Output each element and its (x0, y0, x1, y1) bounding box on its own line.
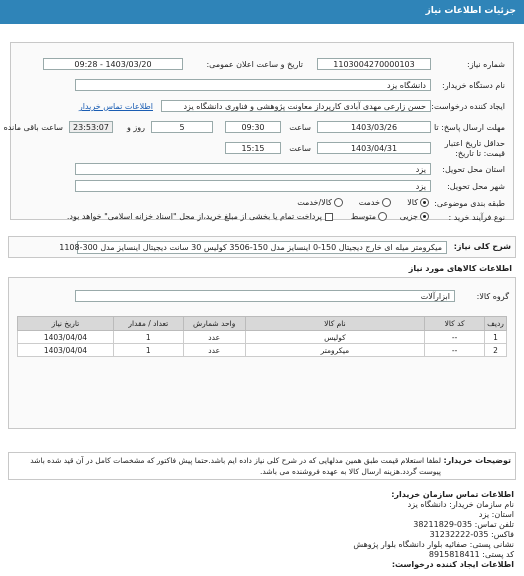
buyer-contact-link[interactable]: اطلاعات تماس خریدار (78, 102, 153, 111)
creator-contact-title: اطلاعات ایجاد کننده درخواست: (391, 560, 514, 569)
purchase-option-minor[interactable]: جزیی (400, 212, 429, 221)
row-date: 1403/04/04 (18, 344, 114, 357)
column-header: تاریخ نیاز (18, 317, 114, 331)
buyer-name-label: نام دستگاه خریدار: (442, 81, 505, 90)
row-qty: 1 (113, 344, 183, 357)
deadline-label: مهلت ارسال پاسخ: تا (433, 123, 505, 132)
treasury-checkbox[interactable]: پرداخت تمام یا بخشی از مبلغ خرید،از محل "اسناد خزانه اسلامی" خواهد بود. (67, 212, 333, 221)
category-option-service[interactable]: خدمت (359, 198, 391, 207)
radio-icon (378, 212, 387, 221)
table-header-row (18, 317, 507, 331)
need-number-label: شماره نیاز: (467, 60, 505, 69)
description-label: شرح کلی نیاز: (453, 242, 511, 251)
column-header: نام کالا (245, 317, 425, 331)
description-field: میکرومتر میله ای خارج دیجیتال 150-0 اینسایز مدل 150-3506 کولیس 30 سانت دیجیتال اینسایز مدل 300-1108 (77, 241, 447, 254)
column-header: تعداد / مقدار (113, 317, 183, 331)
validity-label-2: قیمت: تا تاریخ: (455, 149, 505, 158)
description-panel (8, 236, 516, 258)
radio-icon (334, 198, 343, 207)
org-address: نشانی پستی: صفائیه بلوار دانشگاه بلوار پژوهش (353, 540, 514, 549)
org-province: استان: یزد (478, 510, 514, 519)
radio-icon (382, 198, 391, 207)
row-index: 1 (485, 331, 507, 344)
row-name: میکرومتر (245, 344, 425, 357)
validity-time-field: 15:15 (225, 142, 281, 154)
row-code: -- (425, 331, 485, 344)
group-field: ابزارآلات (75, 290, 455, 302)
checkbox-icon (325, 213, 333, 221)
buyer-note-text: لطفا استعلام قیمت طبق همین مدلهایی که در شرح کلی نیاز داده ایم باشد.حتما پیش فاکتور که مشخصات کامل در آن قید شده باشد پیوست گردد.هزینه ارسال کالا به عهده فروشنده می باشد. (30, 456, 441, 476)
org-name: نام سازمان خریدار: دانشگاه یزد (407, 500, 514, 509)
row-date: 1403/04/04 (18, 331, 114, 344)
category-label: طبقه بندی موضوعی: (434, 199, 505, 208)
validity-label: حداقل تاریخ اعتبار (444, 139, 505, 148)
table-row (18, 344, 507, 357)
group-label: گروه کالا: (476, 292, 509, 301)
days-label: روز و (127, 123, 145, 132)
row-name: کولیس (245, 331, 425, 344)
announce-label: تاریخ و ساعت اعلان عمومی: (206, 60, 303, 69)
purchase-option-medium[interactable]: متوسط (351, 212, 387, 221)
remaining-label: ساعت باقی مانده (3, 123, 63, 132)
deadline-date-field: 1403/03/26 (317, 121, 431, 133)
buyer-name-field: دانشگاه یزد (75, 79, 431, 91)
table-row (18, 331, 507, 344)
remaining-time-field: 23:53:07 (69, 121, 113, 133)
need-number-field: 1103004270000103 (317, 58, 431, 70)
purchase-label: نوع فرآیند خرید : (448, 213, 505, 222)
column-header: کد کالا (425, 317, 485, 331)
org-fax: فاکس: 035-31232222 (429, 530, 514, 539)
city-label: شهر محل تحویل: (447, 182, 505, 191)
need-details-panel (3, 42, 514, 222)
validity-time-label: ساعت (289, 144, 311, 153)
announce-field: 1403/03/20 - 09:28 (43, 58, 183, 70)
org-postal: کد پستی: 8915818411 (428, 550, 514, 559)
goods-panel (8, 277, 516, 429)
radio-icon (420, 212, 429, 221)
days-field: 5 (151, 121, 213, 133)
org-phone: تلفن تماس: 035-38211829 (413, 520, 514, 529)
radio-icon (420, 198, 429, 207)
category-option-both[interactable]: کالا/خدمت (297, 198, 343, 207)
deadline-time-label: ساعت (289, 123, 311, 132)
org-contact-title: اطلاعات تماس سازمان خریدار: (391, 490, 514, 499)
validity-date-field: 1403/04/31 (317, 142, 431, 154)
column-header: واحد شمارش (183, 317, 245, 331)
row-code: -- (425, 344, 485, 357)
city-field: یزد (75, 180, 431, 192)
buyer-note-label: توضیحات خریدار: (443, 456, 511, 465)
row-unit: عدد (183, 331, 245, 344)
creator-label: ایجاد کننده درخواست: (431, 102, 505, 111)
province-field: یزد (75, 163, 431, 175)
category-option-goods[interactable]: کالا (407, 198, 429, 207)
creator-field: حسن زارعی مهدی آبادی کارپرداز معاونت پژوهشی و فناوری دانشگاه یزد (161, 100, 431, 112)
column-header: ردیف (485, 317, 507, 331)
page-title: جزئیات اطلاعات نیاز (425, 6, 516, 16)
row-index: 2 (485, 344, 507, 357)
deadline-time-field: 09:30 (225, 121, 281, 133)
goods-title: اطلاعات کالاهای مورد نیاز (408, 264, 512, 273)
province-label: استان محل تحویل: (442, 165, 505, 174)
row-unit: عدد (183, 344, 245, 357)
buyer-note-panel (8, 452, 516, 480)
page-header (0, 0, 524, 24)
row-qty: 1 (113, 331, 183, 344)
goods-table (17, 316, 507, 357)
